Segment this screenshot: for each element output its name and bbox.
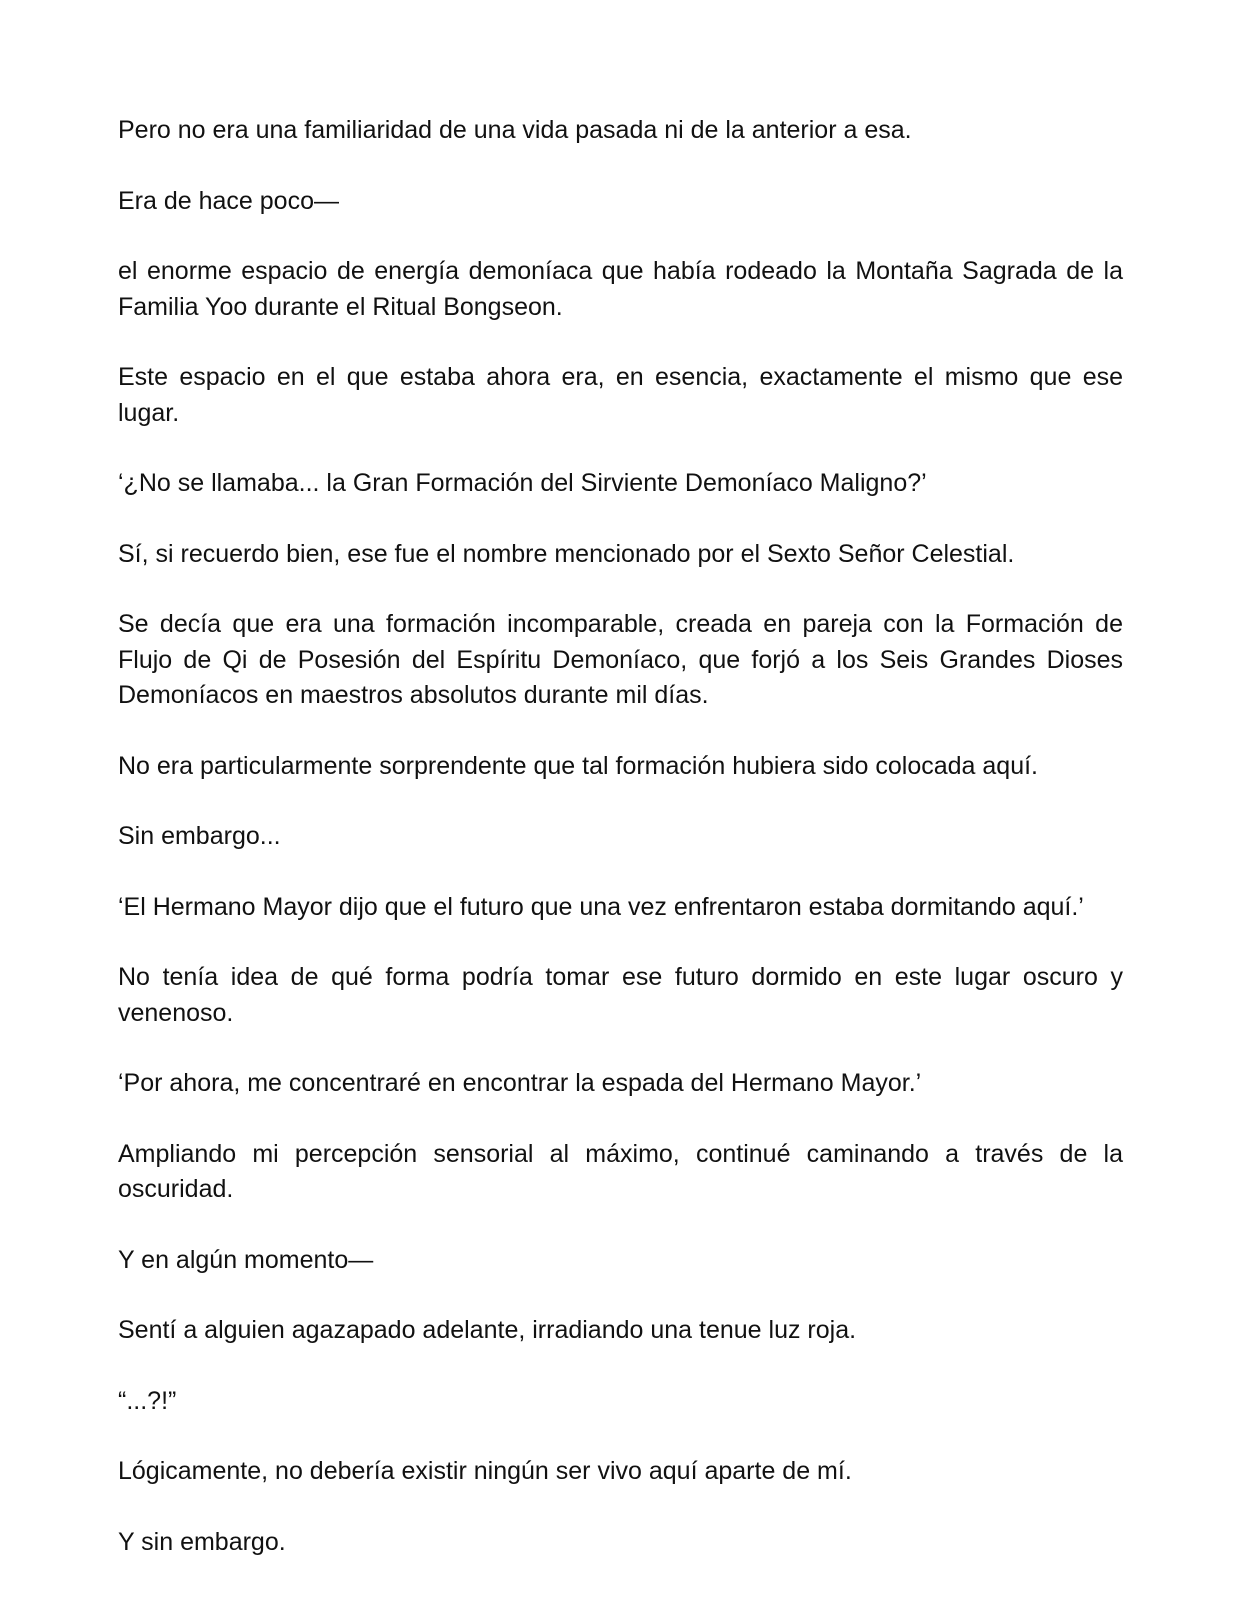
paragraph: ‘¿No se llamaba... la Gran Formación del Sirviente Demoníaco Maligno?’	[118, 469, 927, 497]
paragraph: Lógicamente, no debería existir ningún ser vivo aquí aparte de mí.	[118, 1457, 852, 1485]
paragraph: Sentí a alguien agazapado adelante, irradiando una tenue luz roja.	[118, 1316, 857, 1344]
paragraph: Ampliando mi percepción sensorial al máximo, continué caminando a través de la oscuridad.	[118, 1139, 1123, 1203]
paragraph: Sí, si recuerdo bien, ese fue el nombre mencionado por el Sexto Señor Celestial.	[118, 539, 1015, 568]
document-body	[118, 113, 1123, 1595]
paragraph: el enorme espacio de energía demoníaca que había rodeado la Montaña Sagrada de la Familia Yoo durante el Ritual Bongseon.	[118, 257, 1123, 321]
paragraph: Se decía que era una formación incomparable, creada en pareja con la Formación de Flujo de Qi de Posesión del Espíritu Demoníaco, que forjó a los Seis Grandes Dioses Demoníacos en maestros absolutos durante mil días.	[118, 610, 1123, 709]
paragraph: Pero no era una familiaridad de una vida pasada ni de la anterior a esa.	[118, 116, 912, 144]
paragraph: No era particularmente sorprendente que tal formación hubiera sido colocada aquí.	[118, 751, 1038, 780]
paragraph: Este espacio en el que estaba ahora era, en esencia, exactamente el mismo que ese lugar.	[118, 363, 1123, 427]
paragraph: Y en algún momento—	[118, 1245, 374, 1274]
paragraph: ‘Por ahora, me concentraré en encontrar la espada del Hermano Mayor.’	[118, 1069, 922, 1097]
paragraph: Era de hace poco—	[118, 186, 339, 215]
paragraph: No tenía idea de qué forma podría tomar ese futuro dormido en este lugar oscuro y venenoso.	[118, 963, 1123, 1027]
paragraph: Y sin embargo.	[118, 1527, 286, 1556]
paragraph: ‘El Hermano Mayor dijo que el futuro que una vez enfrentaron estaba dormitando aquí.’	[118, 892, 1084, 921]
paragraph: Sin embargo...	[118, 822, 281, 850]
paragraph: “...?!”	[118, 1386, 177, 1415]
